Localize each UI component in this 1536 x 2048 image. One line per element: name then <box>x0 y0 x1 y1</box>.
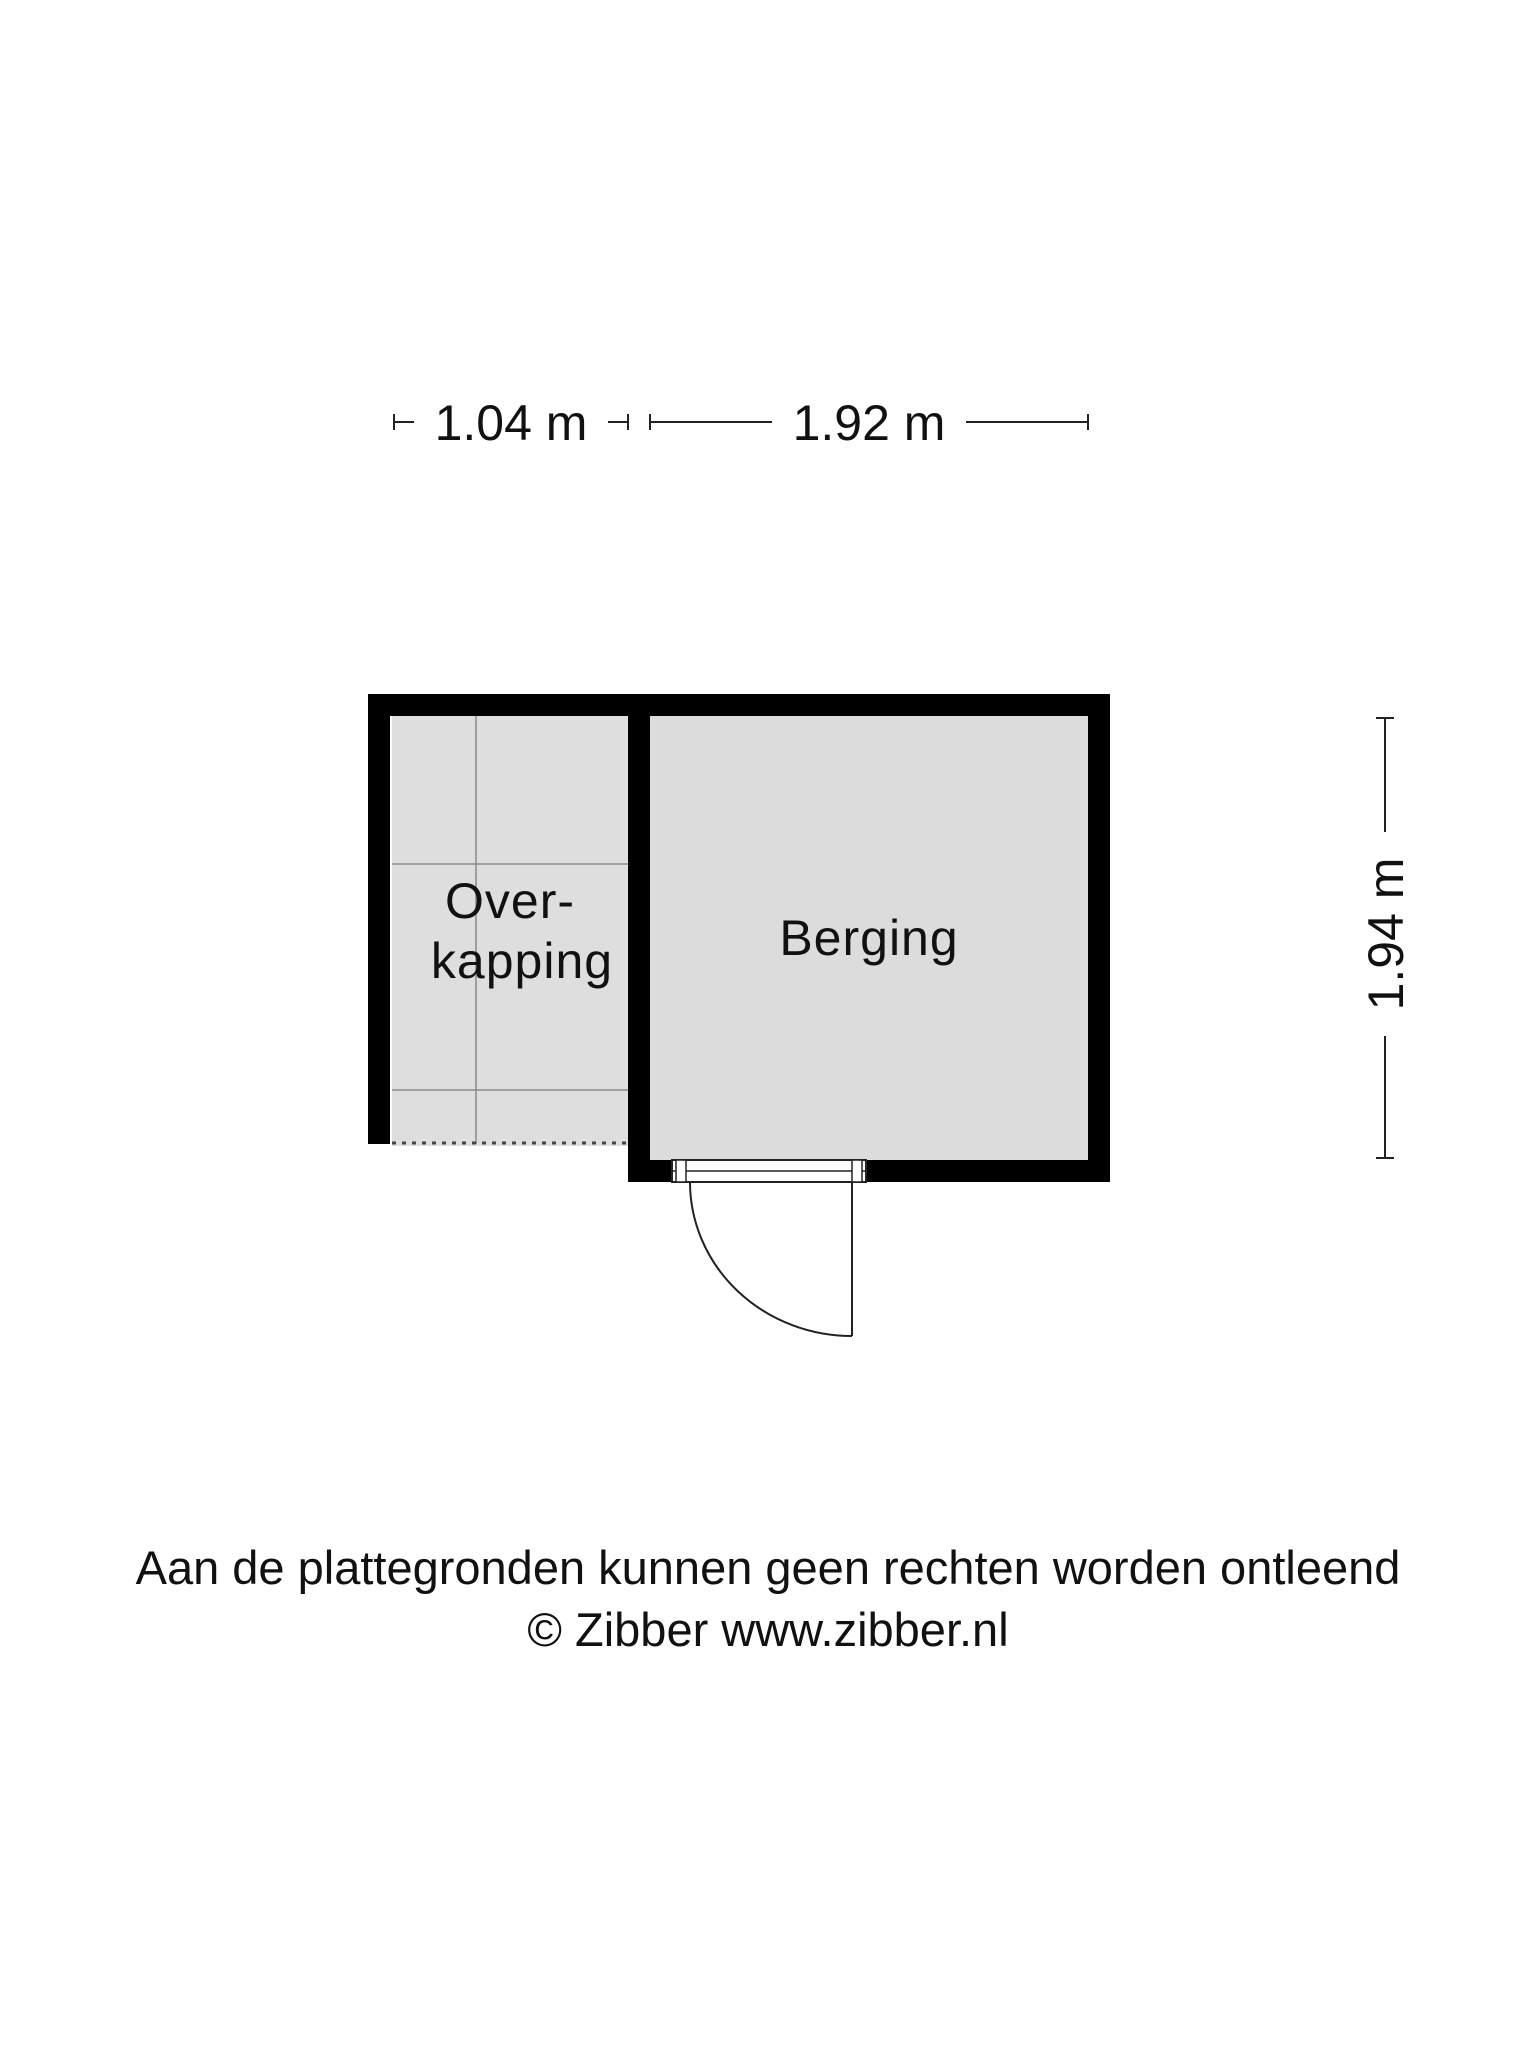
dimension-label-overkapping: 1.04 m <box>434 395 588 451</box>
room-label-berging: Berging <box>779 910 959 966</box>
room-label-overkapping-line2: kapping <box>430 933 614 989</box>
room-label-overkapping-line1: Over- <box>445 873 575 929</box>
dimension-label-berging: 1.92 m <box>792 395 946 451</box>
copyright-text: © Zibber www.zibber.nl <box>527 1603 1009 1656</box>
dimension-berging-width <box>650 395 1088 451</box>
dimension-label-depth: 1.94 m <box>1358 857 1414 1011</box>
overkapping-floor <box>392 716 630 1146</box>
dimension-depth <box>1358 718 1414 1158</box>
disclaimer-text: Aan de plattegronden kunnen geen rechten worden ontleend <box>135 1541 1401 1594</box>
door-icon <box>672 1160 866 1336</box>
dimension-overkapping-width <box>394 395 628 451</box>
